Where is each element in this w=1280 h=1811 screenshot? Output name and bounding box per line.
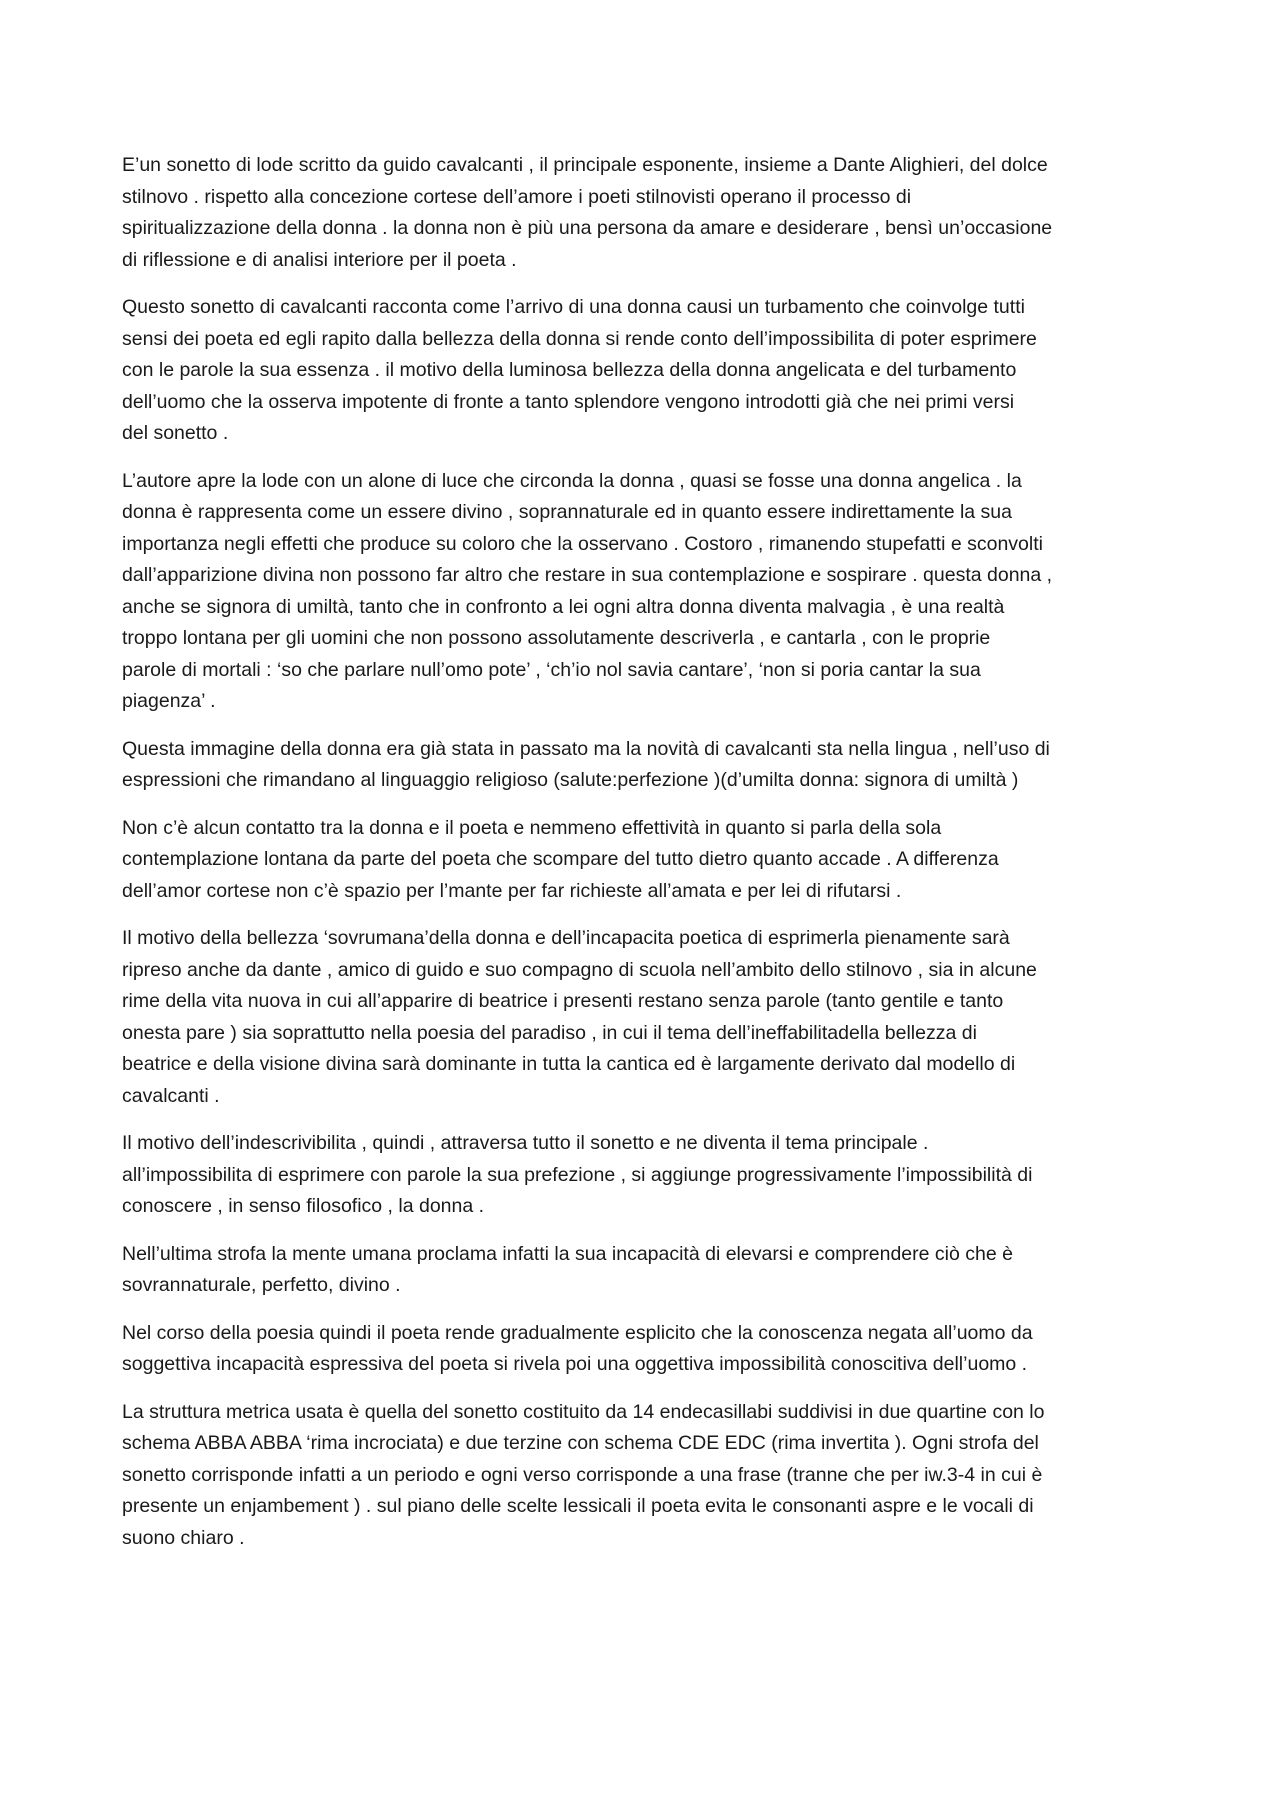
- paragraph: [122, 813, 1167, 908]
- text-line: presente un enjambement ) . sul piano delle scelte lessicali il poeta evita le consonanti aspre e le vocali di: [122, 1495, 1034, 1517]
- text-line: L’autore apre la lode con un alone di luce che circonda la donna , quasi se fosse una donna angelica . la: [122, 469, 1022, 492]
- text-line: Questo sonetto di cavalcanti racconta come l’arrivo di una donna causi un turbamento che coinvolge tutti: [122, 296, 1025, 318]
- text-line: contemplazione lontana da parte del poeta che scompare del tutto dietro quanto accade . A differenza: [122, 848, 999, 870]
- text-line: donna è rappresenta come un essere divino , soprannaturale ed in quanto essere indirettamente la sua: [122, 501, 1012, 523]
- text-line: Non c’è alcun contatto tra la donna e il poeta e nemmeno effettività in quanto si parla della sola: [122, 816, 942, 839]
- text-line: Il motivo dell’indescrivibilita , quindi , attraversa tutto il sonetto e ne diventa il tema principale .: [122, 1132, 929, 1154]
- text-line: dell’uomo che la osserva impotente di fronte a tanto splendore vengono introdotti già che nei primi versi: [122, 390, 1015, 413]
- paragraph: [122, 292, 1167, 450]
- text-line: ripreso anche da dante , amico di guido e suo compagno di scuola nell’ambito dello stilnovo , sia in alcune: [122, 958, 1037, 981]
- text-line: all’impossibilita di esprimere con parole la sua prefezione , si aggiunge progressivamente l’impossibilità di: [122, 1163, 1033, 1186]
- text-line: beatrice e della visione divina sarà dominante in tutta la cantica ed è largamente derivato dal modello di: [122, 1053, 1016, 1075]
- text-line: E’un sonetto di lode scritto da guido cavalcanti , il principale esponente, insieme a Dante Alighieri, del dolce: [122, 154, 1048, 176]
- text-line: anche se signora di umiltà, tanto che in confronto a lei ogni altra donna diventa malvagia , è una realtà: [122, 595, 1005, 618]
- text-line: spiritualizzazione della donna . la donna non è più una persona da amare e desiderare , bensì un’occasione: [122, 217, 1053, 239]
- paragraph: [122, 466, 1167, 718]
- paragraph: [122, 150, 1167, 276]
- text-line: stilnovo . rispetto alla concezione cortese dell’amore i poeti stilnovisti operano il processo di: [122, 185, 912, 208]
- text-line: schema ABBA ABBA ‘rima incrociata) e due terzine con schema CDE EDC (rima invertita ). Ogni strofa del: [122, 1432, 1039, 1454]
- text-line: parole di mortali : ‘so che parlare null’omo pote’ , ‘ch’io nol savia cantare’, ‘non si poria cantar la sua: [122, 658, 981, 681]
- text-line: sovrannaturale, perfetto, divino .: [122, 1274, 401, 1296]
- text-line: sonetto corrisponde infatti a un periodo e ogni verso corrisponde a una frase (tranne che per iw.3-4 in cui è: [122, 1463, 1043, 1486]
- text-line: importanza negli effetti che produce su coloro che la osservano . Costoro , rimanendo stupefatti e sconvolti: [122, 532, 1043, 555]
- text-line: piagenza’ .: [122, 690, 216, 712]
- text-line: dell’amor cortese non c’è spazio per l’mante per far richieste all’amata e per lei di rifutarsi .: [122, 879, 902, 902]
- text-line: soggettiva incapacità espressiva del poeta si rivela poi una oggettiva impossibilità conoscitiva dell’uomo .: [122, 1353, 1028, 1375]
- text-line: suono chiaro .: [122, 1526, 245, 1549]
- text-line: espressioni che rimandano al linguaggio religioso (salute:perfezione )(d’umilta donna: signora di umiltà ): [122, 769, 1019, 791]
- text-line: onesta pare ) sia soprattutto nella poesia del paradiso , in cui il tema dell’ineffabilitadella bellezza di: [122, 1021, 977, 1044]
- text-line: Il motivo della bellezza ‘sovrumana’della donna e dell’incapacita poetica di esprimerla pienamente sarà: [122, 927, 1010, 949]
- paragraph: [122, 734, 1167, 797]
- text-line: Nell’ultima strofa la mente umana proclama infatti la sua incapacità di elevarsi e comprendere ciò che è: [122, 1242, 1013, 1265]
- text-line: Questa immagine della donna era già stata in passato ma la novità di cavalcanti sta nella lingua , nell’uso di: [122, 737, 1050, 760]
- paragraph: [122, 1318, 1167, 1381]
- paragraph: [122, 923, 1167, 1112]
- text-line: Nel corso della poesia quindi il poeta rende gradualmente esplicito che la conoscenza negata all’uomo da: [122, 1321, 1033, 1344]
- text-line: dall’apparizione divina non possono far altro che restare in sua contemplazione e sospirare . questa donna ,: [122, 564, 1053, 586]
- text-line: troppo lontana per gli uomini che non possono assolutamente descriverla , e cantarla , con le proprie: [122, 627, 991, 649]
- text-line: La struttura metrica usata è quella del sonetto costituito da 14 endecasillabi suddivisi in due quartine con lo: [122, 1400, 1045, 1423]
- paragraph: [122, 1239, 1167, 1302]
- text-line: con le parole la sua essenza . il motivo della luminosa bellezza della donna angelicata e del turbamento: [122, 359, 1017, 381]
- document-body: [122, 150, 1167, 1570]
- text-line: cavalcanti .: [122, 1084, 220, 1107]
- text-line: di riflessione e di analisi interiore per il poeta .: [122, 248, 517, 271]
- text-line: conoscere , in senso filosofico , la donna .: [122, 1195, 485, 1217]
- text-line: sensi dei poeta ed egli rapito dalla bellezza della donna si rende conto dell’impossibilita di poter esprimere: [122, 327, 1037, 350]
- paragraph: [122, 1128, 1167, 1223]
- paragraph: [122, 1397, 1167, 1555]
- text-line: del sonetto .: [122, 422, 229, 444]
- text-line: rime della vita nuova in cui all’apparire di beatrice i presenti restano senza parole (tanto gentile e tanto: [122, 990, 1004, 1012]
